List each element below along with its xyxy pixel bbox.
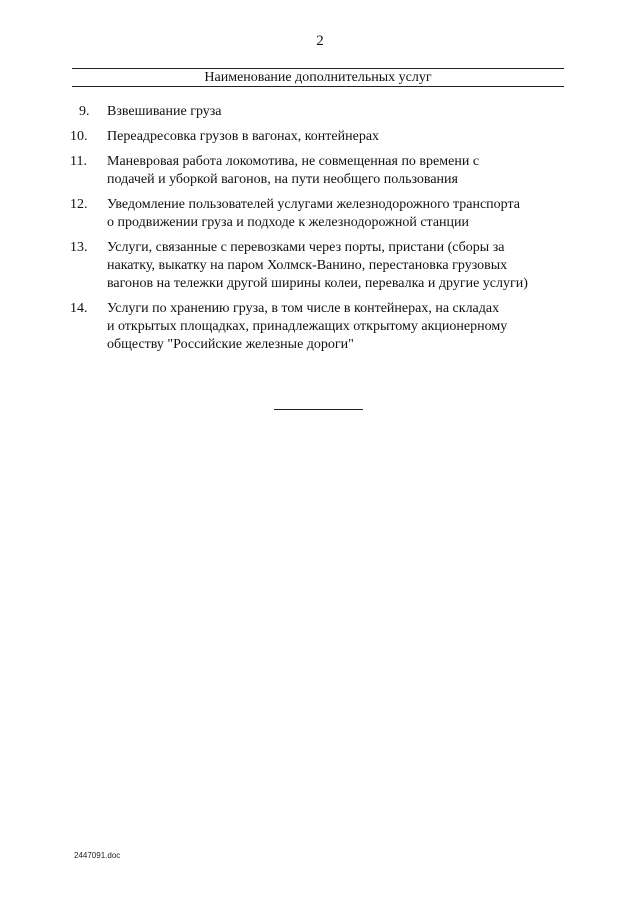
item-number: 14. [70,301,88,316]
services-list [70,103,570,361]
page-number: 2 [316,33,324,49]
column-header: Наименование дополнительных услуг [204,70,432,85]
list-item [70,153,570,189]
item-text: Маневровая работа локомотива, не совмещенная по времени с подачей и уборкой вагонов, на пути необщего пользования [107,154,480,187]
item-number: 11. [70,154,87,169]
list-item [70,103,570,121]
item-number: 13. [70,240,88,255]
end-rule [274,409,363,410]
item-text: Взвешивание груза [107,104,222,119]
item-number: 10. [70,129,88,144]
list-item [70,196,570,232]
list-item [70,128,570,146]
list-item [70,300,570,354]
item-number: 12. [70,197,88,212]
list-item [70,239,570,293]
footer-filename: 2447091.doc [74,851,121,860]
item-number: 9. [79,104,90,119]
item-text: Переадресовка грузов в вагонах, контейнерах [107,129,380,144]
item-text: Услуги, связанные с перевозками через порты, пристани (сборы за накатку, выкатку на паром Холмск-Ванино, перестановка грузовых вагонов на тележки другой ширины колеи, перевалка и другие услуги) [107,240,528,291]
item-text: Уведомление пользователей услугами железнодорожного транспорта о продвижении груза и подходе к железнодорожной станции [107,197,520,230]
item-text: Услуги по хранению груза, в том числе в контейнерах, на складах и открытых площадках, принадлежащих открытому акционерному обществу "Российские железные дороги" [107,301,508,352]
header-rule-bottom [72,86,564,87]
